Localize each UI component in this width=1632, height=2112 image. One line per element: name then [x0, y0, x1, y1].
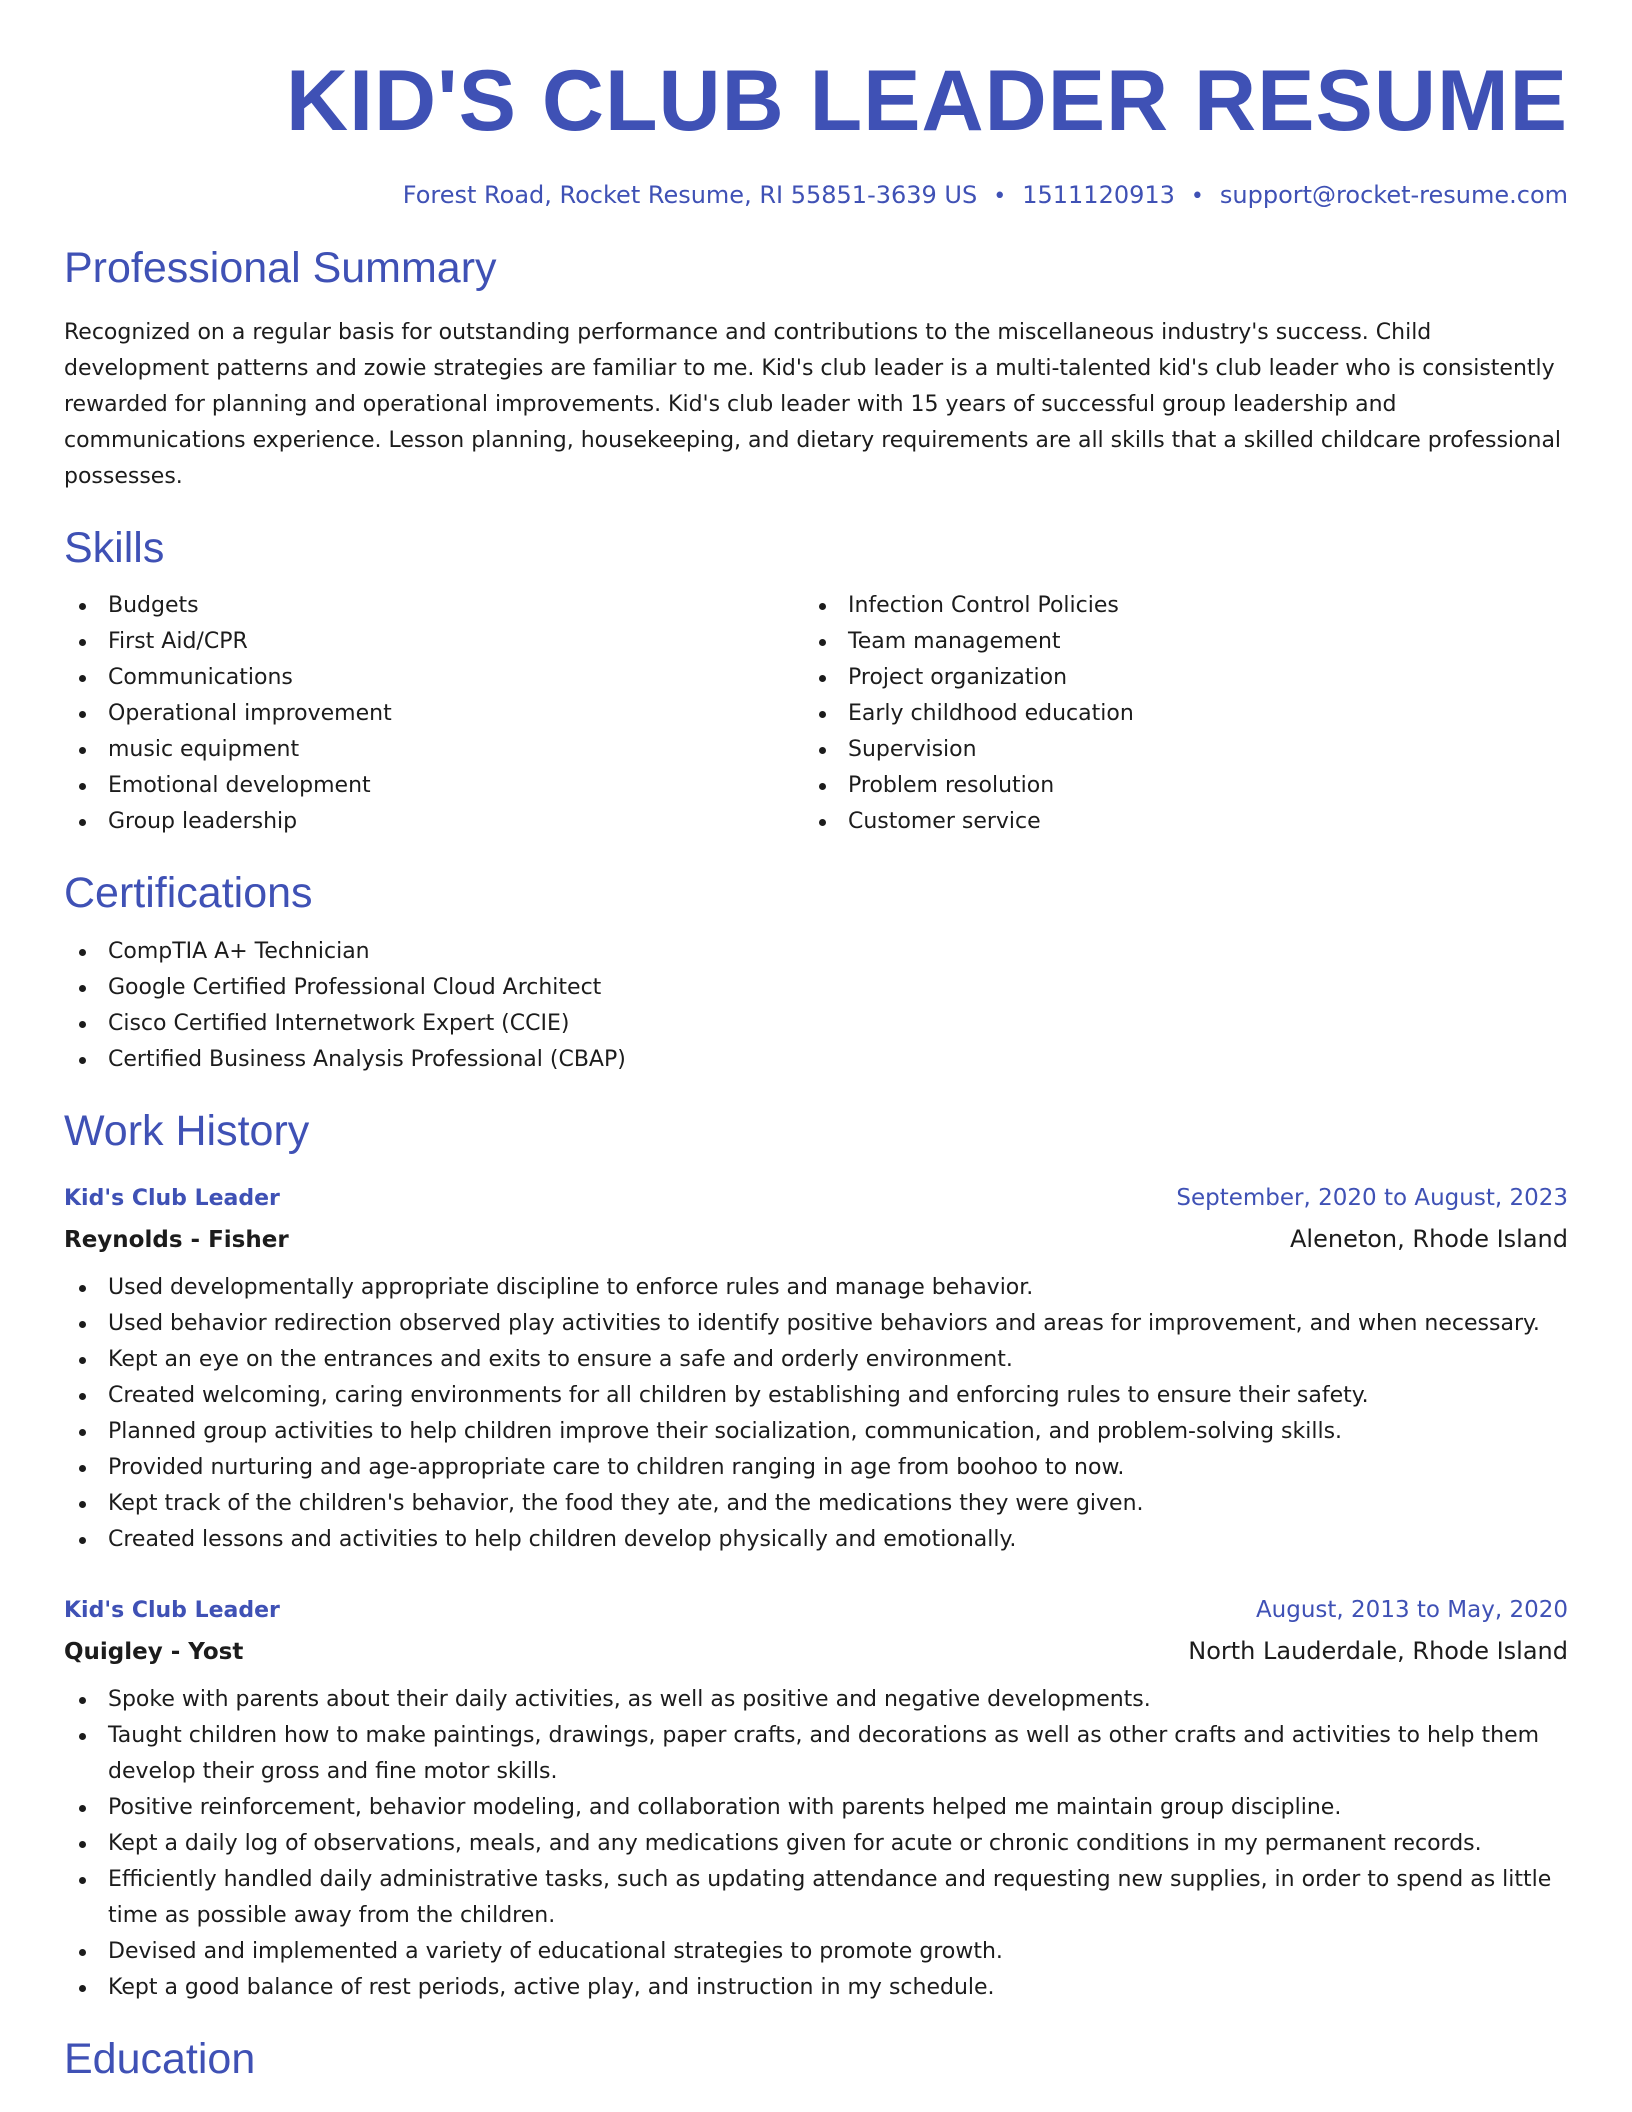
contact-line — [64, 181, 1568, 209]
skill-item: Early childhood education — [804, 696, 1544, 732]
job-duties-list — [64, 1682, 1568, 2006]
job-title: Kid's Club Leader — [64, 1597, 280, 1623]
contact-phone: 1511120913 — [1022, 181, 1175, 210]
skill-item: Supervision — [804, 732, 1544, 768]
job-duty-item: Kept a daily log of observations, meals, and any medications given for acute or chronic conditions in my permanent records. — [64, 1826, 1568, 1862]
job-duty-item: Taught children how to make paintings, drawings, paper crafts, and decorations as well as other crafts and activities to help them develop their gross and fine motor skills. — [64, 1718, 1568, 1790]
certifications-list — [64, 934, 1568, 1078]
skills-list-right — [804, 588, 1544, 840]
contact-separator: • — [1190, 184, 1204, 210]
job-title: Kid's Club Leader — [64, 1185, 280, 1211]
work-history-heading: Work History — [64, 1106, 310, 1155]
skills-columns — [64, 588, 1568, 840]
job-duty-item: Used developmentally appropriate discipline to enforce rules and manage behavior. — [64, 1270, 1568, 1306]
skill-item: Customer service — [804, 804, 1544, 840]
job-entry — [64, 1178, 1568, 1558]
skill-item: Team management — [804, 624, 1544, 660]
job-dates: September, 2020 to August, 2023 — [1176, 1184, 1568, 1211]
job-company-row — [64, 1631, 1568, 1672]
summary-text: Recognized on a regular basis for outstanding performance and contributions to the miscellaneous industry's success. Child development patterns and zowie strategies are familiar to me. Kid's club leader is a multi-talented kid's club leader who is consistently rewarded for planning and operational improvements. Kid's club leader with 15 years of successful group leadership and communications experience. Lesson planning, housekeeping, and dietary requirements are all skills that a skilled childcare professional possesses. — [64, 319, 1562, 489]
job-duty-item: Devised and implemented a variety of educational strategies to promote growth. — [64, 1934, 1568, 1970]
contact-separator: • — [993, 184, 1007, 210]
skill-item: Project organization — [804, 660, 1544, 696]
job-duty-item: Used behavior redirection observed play activities to identify positive behaviors and areas for improvement, and when necessary. — [64, 1306, 1568, 1342]
skill-item: Group leadership — [64, 804, 804, 840]
resume-header — [64, 0, 1568, 209]
job-dates: August, 2013 to May, 2020 — [1255, 1596, 1568, 1623]
certification-item: Google Certified Professional Cloud Architect — [64, 970, 1568, 1006]
skill-item: Problem resolution — [804, 768, 1544, 804]
job-company: Reynolds - Fisher — [64, 1226, 289, 1253]
skill-item: Operational improvement — [64, 696, 804, 732]
job-duties-list — [64, 1270, 1568, 1558]
job-header-row — [64, 1178, 1568, 1219]
skill-item: Infection Control Policies — [804, 588, 1544, 624]
skill-item: Emotional development — [64, 768, 804, 804]
job-company-row — [64, 1219, 1568, 1260]
education-heading: Education — [64, 2034, 256, 2083]
certifications-heading: Certifications — [64, 869, 313, 918]
resume-title: KID'S CLUB LEADER RESUME — [286, 53, 1568, 149]
certification-item: Certified Business Analysis Professional (CBAP) — [64, 1042, 1568, 1078]
certification-item: CompTIA A+ Technician — [64, 934, 1568, 970]
skill-item: Budgets — [64, 588, 804, 624]
job-duty-item: Kept a good balance of rest periods, active play, and instruction in my schedule. — [64, 1970, 1568, 2006]
job-duty-item: Planned group activities to help children improve their socialization, communication, and problem-solving skills. — [64, 1414, 1568, 1450]
job-entry — [64, 1590, 1568, 2006]
job-company: Quigley - Yost — [64, 1638, 244, 1665]
job-duty-item: Created welcoming, caring environments for all children by establishing and enforcing rules to ensure their safety. — [64, 1378, 1568, 1414]
skill-item: First Aid/CPR — [64, 624, 804, 660]
education-section — [64, 2034, 1568, 2086]
job-header-row — [64, 1590, 1568, 1631]
contact-address: Forest Road, Rocket Resume, RI 55851-3639 US — [402, 181, 978, 210]
skills-section — [64, 523, 1568, 841]
job-location: North Lauderdale, Rhode Island — [1188, 1636, 1568, 1665]
job-duty-item: Spoke with parents about their daily activities, as well as positive and negative developments. — [64, 1682, 1568, 1718]
job-duty-item: Positive reinforcement, behavior modeling, and collaboration with parents helped me maintain group discipline. — [64, 1790, 1568, 1826]
skills-heading: Skills — [64, 523, 165, 572]
job-location: Aleneton, Rhode Island — [1290, 1224, 1568, 1253]
job-duty-item: Kept track of the children's behavior, the food they ate, and the medications they were given. — [64, 1486, 1568, 1522]
job-duty-item: Created lessons and activities to help children develop physically and emotionally. — [64, 1522, 1568, 1558]
job-duty-item: Kept an eye on the entrances and exits to ensure a safe and orderly environment. — [64, 1342, 1568, 1378]
certification-item: Cisco Certified Internetwork Expert (CCIE) — [64, 1006, 1568, 1042]
skills-list-left — [64, 588, 804, 840]
work-history-section — [64, 1106, 1568, 2006]
contact-email[interactable]: support@rocket-resume.com — [1219, 181, 1568, 210]
summary-heading: Professional Summary — [64, 244, 497, 293]
job-duty-item: Provided nurturing and age-appropriate care to children ranging in age from boohoo to now. — [64, 1450, 1568, 1486]
skill-item: music equipment — [64, 732, 804, 768]
skill-item: Communications — [64, 660, 804, 696]
job-duty-item: Efficiently handled daily administrative tasks, such as updating attendance and requesting new supplies, in order to spend as little time as possible away from the children. — [64, 1862, 1568, 1934]
certifications-section — [64, 868, 1568, 1078]
